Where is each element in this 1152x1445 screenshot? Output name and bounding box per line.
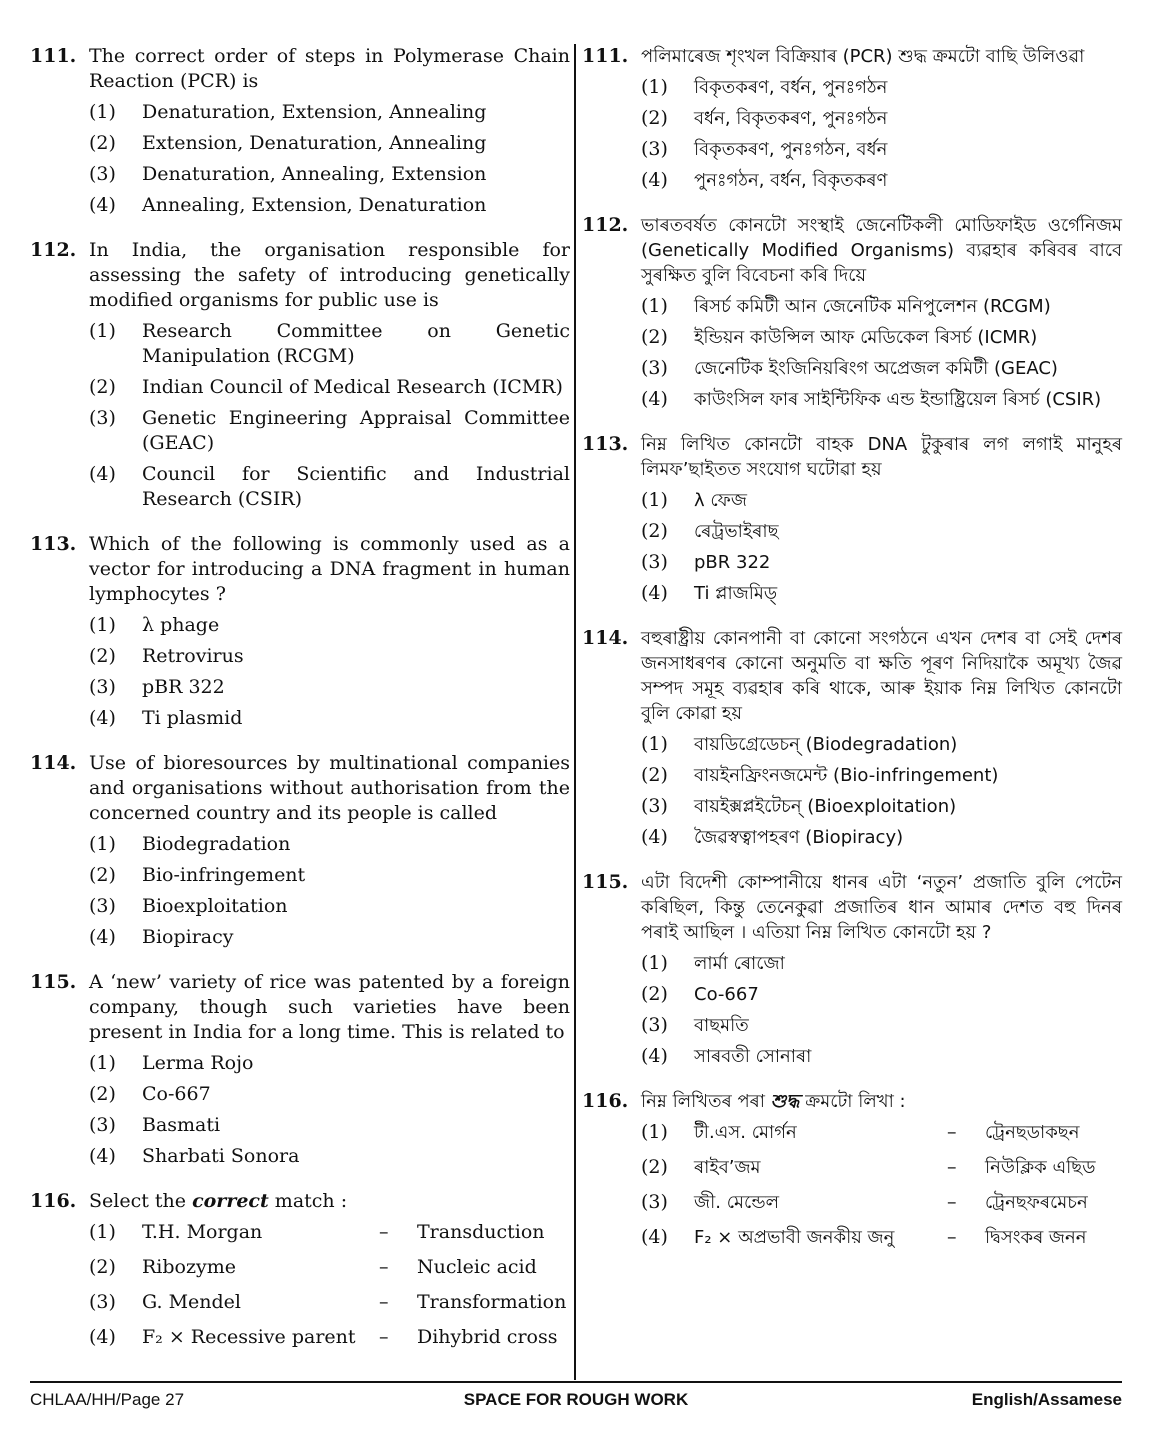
option-number: (2) xyxy=(89,1256,116,1278)
match-left-item: ৰাইব’জম xyxy=(694,1157,761,1178)
question-body xyxy=(641,626,1122,856)
option-number: (2) xyxy=(641,764,668,786)
question-number: 116. xyxy=(30,1190,77,1212)
option-text: Council for Scientific and Industrial Research (CSIR) xyxy=(142,463,570,510)
match-row xyxy=(89,1290,570,1315)
question-text-post: ক্ৰমটো লিখা : xyxy=(799,1091,906,1112)
match-left-item: G. Mendel xyxy=(142,1291,241,1313)
question-text-pre: Select the xyxy=(89,1190,193,1212)
column-divider xyxy=(574,44,576,1380)
question xyxy=(30,44,570,224)
option-text: বিকৃতকৰণ, বৰ্ধন, পুনঃগঠন xyxy=(694,77,888,98)
match-row xyxy=(641,1120,1122,1145)
match-dash: – xyxy=(947,1191,957,1213)
question-number: 113. xyxy=(30,533,77,555)
option-text: লাৰ্মা ৰোজো xyxy=(694,953,785,974)
option-number: (4) xyxy=(641,169,668,191)
option-number: (1) xyxy=(641,952,668,974)
question-number: 111. xyxy=(582,45,629,67)
answer-option xyxy=(89,863,570,888)
answer-option xyxy=(641,763,1122,788)
question-number: 115. xyxy=(582,871,629,893)
option-number: (1) xyxy=(89,614,116,636)
question xyxy=(30,970,570,1175)
answer-option xyxy=(89,894,570,919)
question xyxy=(582,432,1122,612)
answer-option xyxy=(89,319,570,369)
match-right-item: Transformation xyxy=(417,1291,567,1313)
question-body xyxy=(89,238,570,518)
match-right-item: ট্ৰেনছফৰমেচন xyxy=(985,1192,1088,1213)
answer-option xyxy=(641,356,1122,381)
option-number: (1) xyxy=(641,295,668,317)
answer-option xyxy=(89,406,570,456)
question-text-post: match : xyxy=(268,1190,348,1212)
option-number: (2) xyxy=(641,983,668,1005)
option-number: (1) xyxy=(641,76,668,98)
option-number: (2) xyxy=(89,376,116,398)
option-number: (4) xyxy=(641,388,668,410)
answer-option xyxy=(641,951,1122,976)
match-dash: – xyxy=(379,1221,389,1243)
question-body xyxy=(89,44,570,224)
option-number: (1) xyxy=(641,733,668,755)
exam-page xyxy=(30,44,1122,1380)
option-number: (4) xyxy=(641,826,668,848)
option-text: Genetic Engineering Appraisal Committee (GEAC) xyxy=(142,407,570,454)
option-text: Retrovirus xyxy=(142,645,244,667)
option-text: Ti প্লাজমিড্ xyxy=(694,583,778,604)
option-text: Indian Council of Medical Research (ICMR) xyxy=(142,376,563,398)
answer-option xyxy=(641,1044,1122,1069)
answer-option xyxy=(89,1051,570,1076)
option-text: ৰিসৰ্চ কমিটী আন জেনেটিক মনিপুলেশন (RCGM) xyxy=(694,296,1051,317)
option-number: (1) xyxy=(641,489,668,511)
option-text: Ti plasmid xyxy=(142,707,243,729)
answer-option xyxy=(641,137,1122,162)
option-number: (2) xyxy=(89,645,116,667)
option-text: λ phage xyxy=(142,614,220,636)
question-text: বহুৰাষ্ট্ৰীয় কোনপানী বা কোনো সংগঠনে এখন দেশৰ বা সেই দেশৰ জনসাধৰণৰ কোনো অনুমতি বা ক্ষতি পূৰণ নিদিয়াকৈ অমূখ্য জৈৱ সম্পদ সমূহ ব্যৱহাৰ কৰি থাকে, আৰু ইয়াক নিম্ন লিখিত কোনটো বুলি কোৱা হয় xyxy=(641,628,1122,724)
question-body xyxy=(641,870,1122,1075)
option-text: λ ফেজ xyxy=(694,490,747,511)
question-text xyxy=(641,1089,1122,1114)
option-number: (3) xyxy=(89,1291,116,1313)
option-text: পুনঃগঠন, বৰ্ধন, বিকৃতকৰণ xyxy=(694,170,888,191)
match-dash: – xyxy=(947,1226,957,1248)
question xyxy=(582,1089,1122,1260)
option-text: pBR 322 xyxy=(694,552,771,573)
option-number: (3) xyxy=(89,1114,116,1136)
option-number: (3) xyxy=(641,795,668,817)
option-text: ইন্ডিয়ন কাউন্সিল আফ মেডিকেল ৰিসৰ্চ (ICMR) xyxy=(694,327,1038,348)
option-number: (1) xyxy=(641,1121,668,1143)
option-text: Biodegradation xyxy=(142,833,291,855)
question-number: 114. xyxy=(30,752,77,774)
answer-option xyxy=(89,1144,570,1169)
question-body xyxy=(641,1089,1122,1260)
answer-option xyxy=(89,375,570,400)
question xyxy=(582,870,1122,1075)
question xyxy=(30,1189,570,1360)
answer-option xyxy=(641,794,1122,819)
answer-option xyxy=(641,488,1122,513)
option-number: (1) xyxy=(89,1221,116,1243)
match-left-item: টী.এস. মোৰ্গন xyxy=(694,1122,797,1143)
answer-option xyxy=(89,832,570,857)
language-label: English/Assamese xyxy=(971,1390,1122,1409)
question-text xyxy=(89,1189,570,1214)
footer-rule xyxy=(30,1381,1122,1383)
option-text: Research Committee on Genetic Manipulation (RCGM) xyxy=(142,320,570,367)
option-text: কাউংসিল ফাৰ সাইন্টিফিক এন্ড ইন্ডাষ্ট্ৰিয়েল ৰিসৰ্চ (CSIR) xyxy=(694,389,1102,410)
option-text: জেনেটিক ইংজিনিয়ৰিংগ অপ্ৰেজল কমিটী (GEAC) xyxy=(694,358,1058,379)
question xyxy=(30,751,570,956)
match-right-item: Dihybrid cross xyxy=(417,1326,558,1348)
question-text-emphasis: correct xyxy=(192,1190,269,1212)
question-text: এটা বিদেশী কোম্পানীয়ে ধানৰ এটা ‘নতুন’ প্ৰজাতি বুলি পেটেন কৰিছিল, কিন্তু তেনেকুৱা প্ৰজাতিৰ ধান আমাৰ দেশত বহু দিনৰ পৰাই আছিল । এতিয়া নিম্ন লিখিত কোনটো হয় ? xyxy=(641,872,1122,943)
answer-option xyxy=(89,162,570,187)
option-number: (4) xyxy=(641,1226,668,1248)
match-row xyxy=(89,1220,570,1245)
option-number: (1) xyxy=(89,320,116,342)
option-text: Denaturation, Annealing, Extension xyxy=(142,163,487,185)
option-number: (2) xyxy=(641,326,668,348)
question-text: The correct order of steps in Polymerase Chain Reaction (PCR) is xyxy=(89,45,570,92)
answer-option xyxy=(641,581,1122,606)
question-body xyxy=(641,213,1122,418)
option-text: Denaturation, Extension, Annealing xyxy=(142,101,487,123)
question-text: নিম্ন লিখিত কোনটো বাহক DNA টুকুৰাৰ লগ লগাই মানুহৰ লিমফ’ছাইতত সংযোগ ঘটোৱা হয় xyxy=(641,434,1122,480)
question-number: 112. xyxy=(30,239,77,261)
question xyxy=(582,44,1122,199)
option-text: বায়ডিগ্ৰেডেচন্ (Biodegradation) xyxy=(694,734,958,755)
answer-option xyxy=(89,613,570,638)
question-number: 115. xyxy=(30,971,77,993)
option-number: (3) xyxy=(89,895,116,917)
answer-option xyxy=(89,193,570,218)
option-text: জৈৱস্বত্বাপহৰণ (Biopiracy) xyxy=(694,827,904,848)
option-number: (2) xyxy=(641,1156,668,1178)
question-text: Use of bioresources by multinational companies and organisations without authorisation from the concerned country and its people is called xyxy=(89,752,570,824)
option-text: Lerma Rojo xyxy=(142,1052,254,1074)
option-number: (2) xyxy=(89,132,116,154)
option-number: (1) xyxy=(89,101,116,123)
match-dash: – xyxy=(379,1291,389,1313)
match-left-item: জী. মেন্ডেল xyxy=(694,1192,780,1213)
option-number: (4) xyxy=(641,582,668,604)
match-left-item: F₂ × Recessive parent xyxy=(142,1326,356,1348)
answer-option xyxy=(89,1113,570,1138)
option-number: (4) xyxy=(89,1145,116,1167)
match-row xyxy=(641,1225,1122,1250)
question-text: Which of the following is commonly used as a vector for introducing a DNA fragment in human lymphocytes ? xyxy=(89,533,570,605)
answer-option xyxy=(641,75,1122,100)
option-text: Sharbati Sonora xyxy=(142,1145,300,1167)
match-dash: – xyxy=(947,1156,957,1178)
question-number: 112. xyxy=(582,214,629,236)
answer-option xyxy=(641,550,1122,575)
rough-work-label: SPACE FOR ROUGH WORK xyxy=(463,1390,689,1409)
question-number: 114. xyxy=(582,627,629,649)
option-number: (4) xyxy=(89,194,116,216)
match-right-item: ট্ৰেনছডাকছন xyxy=(985,1122,1080,1143)
option-number: (2) xyxy=(89,1083,116,1105)
match-row xyxy=(641,1155,1122,1180)
option-number: (4) xyxy=(641,1045,668,1067)
question-body xyxy=(89,751,570,956)
question xyxy=(30,532,570,737)
option-number: (3) xyxy=(89,163,116,185)
answer-option xyxy=(641,825,1122,850)
option-text: Annealing, Extension, Denaturation xyxy=(142,194,487,216)
match-right-item: নিউক্লিক এছিড xyxy=(985,1157,1096,1178)
question-text-emphasis: শুদ্ধ xyxy=(770,1091,800,1112)
option-number: (2) xyxy=(89,864,116,886)
option-number: (3) xyxy=(641,1014,668,1036)
option-number: (2) xyxy=(641,107,668,129)
match-left-item: F₂ × অপ্ৰভাবী জনকীয় জনু xyxy=(694,1227,895,1248)
option-number: (1) xyxy=(89,833,116,855)
match-right-item: Transduction xyxy=(417,1221,545,1243)
option-number: (4) xyxy=(89,707,116,729)
option-text: Co-667 xyxy=(694,984,759,1005)
answer-option xyxy=(89,131,570,156)
question-body xyxy=(89,1189,570,1360)
answer-option xyxy=(641,732,1122,757)
match-dash: – xyxy=(379,1256,389,1278)
question-body xyxy=(641,44,1122,199)
answer-option xyxy=(641,325,1122,350)
option-number: (3) xyxy=(89,407,116,429)
option-text: ৰেট্ৰভাইৰাছ xyxy=(694,521,779,542)
assamese-column xyxy=(582,44,1122,1274)
option-text: Bioexploitation xyxy=(142,895,288,917)
question-number: 116. xyxy=(582,1090,629,1112)
option-number: (3) xyxy=(641,551,668,573)
answer-option xyxy=(641,982,1122,1007)
option-number: (4) xyxy=(89,926,116,948)
question-text: In India, the organisation responsible for assessing the safety of introducing genetically modified organisms for public use is xyxy=(89,239,570,311)
question-body xyxy=(89,970,570,1175)
english-column xyxy=(30,44,570,1374)
match-row xyxy=(89,1325,570,1350)
option-text: Bio-infringement xyxy=(142,864,306,886)
option-number: (4) xyxy=(89,1326,116,1348)
page-code: CHLAA/HH/Page 27 xyxy=(30,1390,185,1409)
match-right-item: Nucleic acid xyxy=(417,1256,537,1278)
match-dash: – xyxy=(379,1326,389,1348)
question-number: 111. xyxy=(30,45,77,67)
question-text: পলিমাৰেজ শৃংখল বিক্ৰিয়াৰ (PCR) শুদ্ধ ক্ৰমটো বাছি উলিওৱা xyxy=(641,46,1085,67)
question xyxy=(582,213,1122,418)
question-body xyxy=(641,432,1122,612)
match-left-item: Ribozyme xyxy=(142,1256,236,1278)
answer-option xyxy=(89,925,570,950)
match-left-item: T.H. Morgan xyxy=(142,1221,263,1243)
answer-option xyxy=(641,294,1122,319)
option-text: Basmati xyxy=(142,1114,221,1136)
answer-option xyxy=(641,106,1122,131)
option-number: (3) xyxy=(641,138,668,160)
question xyxy=(30,238,570,518)
match-row xyxy=(89,1255,570,1280)
option-text: বাছমতি xyxy=(694,1015,749,1036)
question-text: A ‘new’ variety of rice was patented by a foreign company, though such varieties have been present in India for a long time. This is related to xyxy=(89,971,570,1043)
question-text: ভাৰতবৰ্ষত কোনটো সংস্থাই জেনেটিকলী মোডিফাইড ওৰ্গেনিজম (Genetically Modified Organisms) ব্যৱহাৰ কৰিবৰ বাবে সুৰক্ষিত বুলি বিবেচনা কৰি দিয়ে xyxy=(641,215,1122,286)
question-body xyxy=(89,532,570,737)
answer-option xyxy=(89,644,570,669)
option-text: বায়ইক্সপ্লইটেচন্ (Bioexploitation) xyxy=(694,796,957,817)
option-text: Biopiracy xyxy=(142,926,234,948)
question xyxy=(582,626,1122,856)
answer-option xyxy=(89,462,570,512)
option-number: (3) xyxy=(641,1191,668,1213)
option-text: Extension, Denaturation, Annealing xyxy=(142,132,487,154)
option-number: (4) xyxy=(89,463,116,485)
option-number: (2) xyxy=(641,520,668,542)
answer-option xyxy=(89,100,570,125)
answer-option xyxy=(89,675,570,700)
answer-option xyxy=(641,1013,1122,1038)
option-text: pBR 322 xyxy=(142,676,225,698)
match-row xyxy=(641,1190,1122,1215)
match-right-item: দ্বিসংকৰ জনন xyxy=(985,1227,1087,1248)
question-text-pre: নিম্ন লিখিতৰ পৰা xyxy=(641,1091,771,1112)
option-text: Co-667 xyxy=(142,1083,211,1105)
answer-option xyxy=(641,519,1122,544)
option-text: বিকৃতকৰণ, পুনঃগঠন, বৰ্ধন xyxy=(694,139,888,160)
option-text: সাৰবতী সোনাৰা xyxy=(694,1046,812,1067)
option-text: বায়ইনফ্ৰিংনজমেন্ট (Bio-infringement) xyxy=(694,765,999,786)
answer-option xyxy=(89,706,570,731)
option-number: (3) xyxy=(89,676,116,698)
answer-option xyxy=(641,387,1122,412)
option-number: (3) xyxy=(641,357,668,379)
option-number: (1) xyxy=(89,1052,116,1074)
answer-option xyxy=(89,1082,570,1107)
option-text: বৰ্ধন, বিকৃতকৰণ, পুনঃগঠন xyxy=(694,108,888,129)
question-number: 113. xyxy=(582,433,629,455)
answer-option xyxy=(641,168,1122,193)
match-dash: – xyxy=(947,1121,957,1143)
